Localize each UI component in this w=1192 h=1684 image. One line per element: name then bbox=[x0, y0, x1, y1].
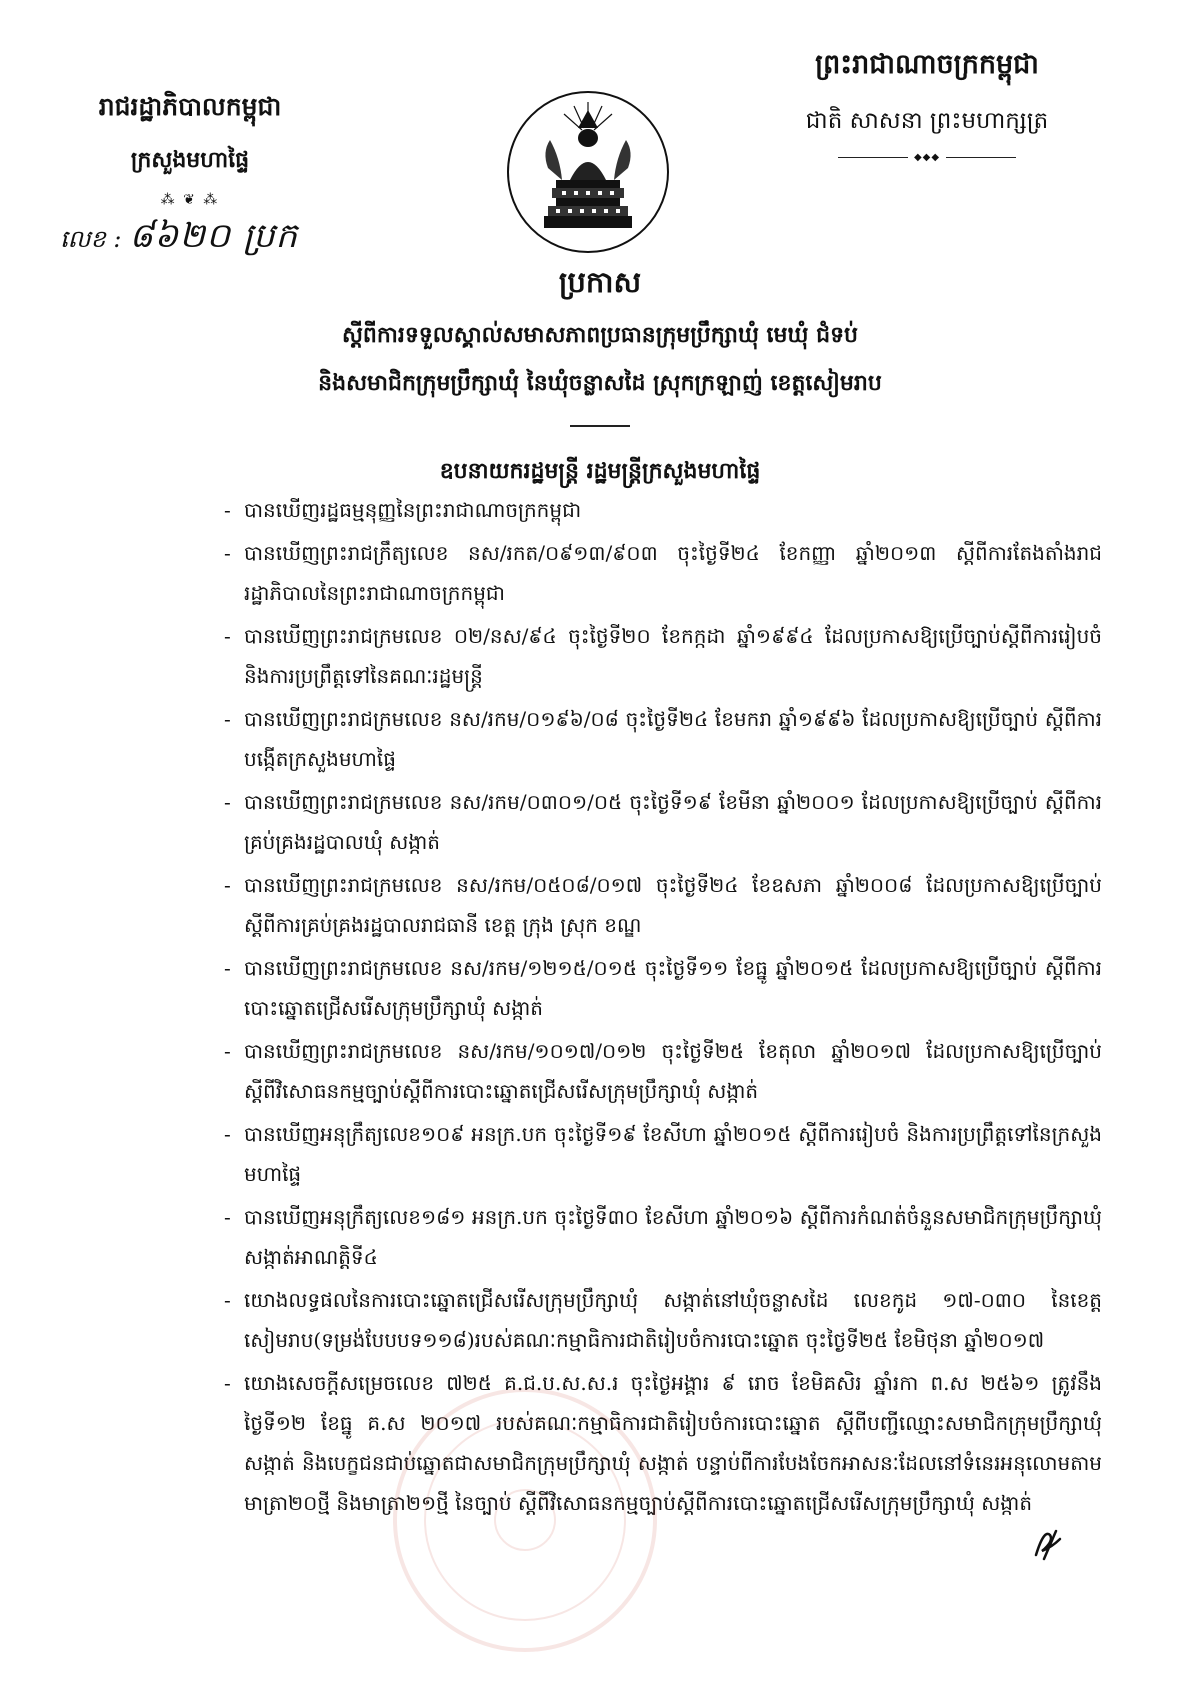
government-name: រាជរដ្ឋាភិបាលកម្ពុជា bbox=[98, 92, 282, 121]
reference-number bbox=[60, 214, 298, 264]
seal-stamp-icon bbox=[385, 1380, 665, 1660]
subject-line-2: និងសមាជិកក្រុមប្រឹក្សាឃុំ នៃឃុំចន្លាសដៃ ស្រុកក្រឡាញ់ ខេត្តសៀមរាប bbox=[318, 370, 882, 396]
clause-item: - បានឃើញរដ្ឋធម្មនុញ្ញនៃព្រះរាជាណាចក្រកម្ពុជា bbox=[232, 490, 1102, 530]
issuer-block bbox=[60, 92, 320, 208]
title-divider bbox=[570, 425, 630, 427]
document-type: ប្រកាស bbox=[558, 265, 642, 299]
ministry-name: ក្រសួងមហាផ្ទៃ bbox=[130, 147, 250, 173]
clause-item: - បានឃើញព្រះរាជក្រមលេខ នស/រកម/០១៩៦/០៨ ចុះថ្ងៃទី២៤ ខែមករា ឆ្នាំ១៩៩៦ ដែលប្រកាសឱ្យប្រើច្បាប់ ស្តីពីការបង្កើតក្រសួងមហាផ្ទៃ bbox=[232, 699, 1102, 779]
clause-item: - យោងសេចក្តីសម្រេចលេខ ៧២៥ គ.ជ.ប.ស.ស.រ ចុះថ្ងៃអង្គារ ៩ រោច ខែមិគសិរ ឆ្នាំរកា ព.ស ២៥៦១ ត្រូវនឹងថ្ងៃទី១២ ខែធ្នូ គ.ស ២០១៧ របស់គណៈកម្មាធិការជាតិរៀបចំការបោះឆ្នោត ស្តីពីបញ្ជីឈ្មោះសមាជិកក្រុមប្រឹក្សាឃុំ សង្កាត់ និងបេក្ខជនជាប់ឆ្នោតជាសមាជិកក្រុមប្រឹក្សាឃុំ សង្កាត់ បន្ទាប់ពីការបែងចែកអាសនៈដែលនៅទំនេរអនុលោមតាមមាត្រា២០ថ្មី និងមាត្រា២១ថ្មី នៃច្បាប់ ស្តីពីវិសោធនកម្មច្បាប់ស្តីពីការបោះឆ្នោតជ្រើសរើសក្រុមប្រឹក្សាឃុំ សង្កាត់ bbox=[232, 1363, 1102, 1523]
royal-emblem-icon bbox=[504, 88, 672, 256]
ornament-icon: ◆◆◆ bbox=[913, 152, 941, 163]
issuing-authority: ឧបនាយករដ្ឋមន្ត្រី រដ្ឋមន្ត្រីក្រសួងមហាផ្ទៃ bbox=[439, 458, 761, 484]
title-block bbox=[200, 265, 1000, 489]
clause-item: - បានឃើញព្រះរាជក្រមលេខ នស/រកម/១២១៥/០១៥ ចុះថ្ងៃទី១១ ខែធ្នូ ឆ្នាំ២០១៥ ដែលប្រកាសឱ្យប្រើច្បាប់ ស្តីពីការបោះឆ្នោតជ្រើសរើសក្រុមប្រឹក្សាឃុំ សង្កាត់ bbox=[232, 948, 1102, 1028]
reference-label: លេខ : bbox=[60, 225, 122, 253]
clause-item: - បានឃើញព្រះរាជក្រមលេខ នស/រកម/០៣០១/០៥ ចុះថ្ងៃទី១៩ ខែមីនា ឆ្នាំ២០០១ ដែលប្រកាសឱ្យប្រើច្បាប់ ស្តីពីការគ្រប់គ្រងរដ្ឋបាលឃុំ សង្កាត់ bbox=[232, 782, 1102, 862]
ornament-divider-icon: ⁂ ❦ ⁂ bbox=[160, 192, 220, 208]
kingdom-name: ព្រះរាជាណាចក្រកម្ពុជា bbox=[815, 49, 1039, 80]
ornament-line bbox=[762, 152, 1092, 163]
clause-item: - បានឃើញអនុក្រឹត្យលេខ១០៩ អនក្រ.បក ចុះថ្ងៃទី១៩ ខែសីហា ឆ្នាំ២០១៥ ស្តីពីការរៀបចំ និងការប្រព្រឹត្តទៅនៃក្រសួងមហាផ្ទៃ bbox=[232, 1114, 1102, 1194]
kingdom-block bbox=[762, 48, 1092, 163]
clause-item: - បានឃើញព្រះរាជក្រមលេខ នស/រកម/១០១៧/០១២ ចុះថ្ងៃទី២៥ ខែតុលា ឆ្នាំ២០១៧ ដែលប្រកាសឱ្យប្រើច្បាប់ ស្តីពីវិសោធនកម្មច្បាប់ស្តីពីការបោះឆ្នោតជ្រើសរើសក្រុមប្រឹក្សាឃុំ សង្កាត់ bbox=[232, 1031, 1102, 1111]
clause-item: - បានឃើញព្រះរាជក្រឹត្យលេខ នស/រកត/០៩១៣/៩០៣ ចុះថ្ងៃទី២៤ ខែកញ្ញា ឆ្នាំ២០១៣ ស្តីពីការតែងតាំងរាជរដ្ឋាភិបាលនៃព្រះរាជាណាចក្រកម្ពុជា bbox=[232, 533, 1102, 613]
clause-item: - បានឃើញអនុក្រឹត្យលេខ១៨១ អនក្រ.បក ចុះថ្ងៃទី៣០ ខែសីហា ឆ្នាំ២០១៦ ស្តីពីការកំណត់ចំនួនសមាជិកក្រុមប្រឹក្សាឃុំ សង្កាត់អាណត្តិទី៤ bbox=[232, 1197, 1102, 1277]
clause-item: - បានឃើញព្រះរាជក្រមលេខ ០២/នស/៩៤ ចុះថ្ងៃទី២០ ខែកក្កដា ឆ្នាំ១៩៩៤ ដែលប្រកាសឱ្យប្រើច្បាប់ស្តីពីការរៀបចំ និងការប្រព្រឹត្តទៅនៃគណៈរដ្ឋមន្ត្រី bbox=[232, 616, 1102, 696]
preamble-clauses bbox=[232, 490, 1102, 1526]
clause-item: - បានឃើញព្រះរាជក្រមលេខ នស/រកម/០៥០៨/០១៧ ចុះថ្ងៃទី២៤ ខែឧសភា ឆ្នាំ២០០៨ ដែលប្រកាសឱ្យប្រើច្បាប់ ស្តីពីការគ្រប់គ្រងរដ្ឋបាលរាជធានី ខេត្ត ក្រុង ស្រុក ខណ្ឌ bbox=[232, 865, 1102, 945]
reference-value: ៨៦២០ ប្រក bbox=[129, 216, 299, 256]
national-motto: ជាតិ សាសនា ព្រះមហាក្សត្រ bbox=[805, 108, 1049, 134]
subject-line-1: ស្តីពីការទទួលស្គាល់សមាសភាពប្រធានក្រុមប្រឹក្សាឃុំ មេឃុំ ជំទប់ bbox=[341, 322, 858, 348]
clause-item: - យោងលទ្ធផលនៃការបោះឆ្នោតជ្រើសរើសក្រុមប្រឹក្សាឃុំ សង្កាត់នៅឃុំចន្លាសដៃ លេខកូដ ១៧-០៣០ នៃខេត្តសៀមរាប(ទម្រង់បែបបទ១១៨)របស់គណៈកម្មាធិការជាតិរៀបចំការបោះឆ្នោត ចុះថ្ងៃទី២៥ ខែមិថុនា ឆ្នាំ២០១៧ bbox=[232, 1280, 1102, 1360]
handwritten-initial-icon bbox=[1030, 1525, 1066, 1565]
